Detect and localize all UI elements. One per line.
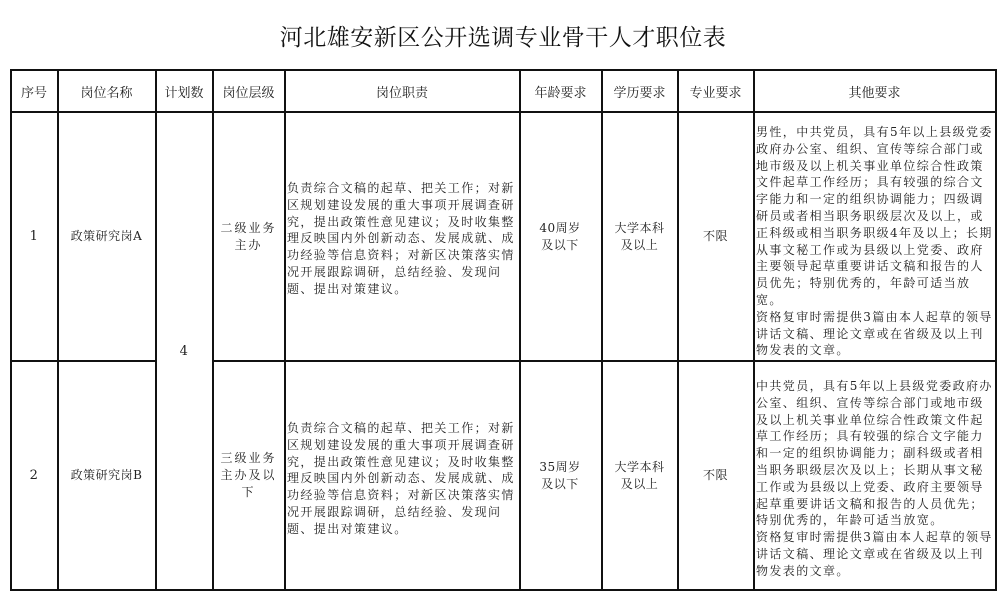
major-requirement: 不限 [702,229,728,243]
education-requirement: 大学本科及以上 [614,220,665,252]
major-requirement: 不限 [702,468,728,482]
header-divider [10,111,996,113]
header-education: 学历要求 [613,85,666,101]
header-position-name: 岗位名称 [80,85,133,101]
header-age: 年龄要求 [534,85,587,101]
position-name: 政策研究岗A [70,229,143,243]
col-line [753,69,755,591]
row-divider-right [212,360,996,362]
position-level: 三级业务主办及以下 [220,451,277,499]
position-duties: 负责综合文稿的起草、把关工作；对新区规划建设发展的重大事项开展调查研究，提出政策性意见建议；及时收集整理反映国内外创新动态、发展成就、成功经验等信息资料；对新区决策落实情况开展跟踪调研，总结经验、发现问题、提出对策建议。 [287,421,515,536]
row-no: 2 [29,468,39,483]
header-duties: 岗位职责 [375,85,428,101]
header-position-level: 岗位层级 [222,85,275,101]
other-requirements-review: 资格复审时需提供3篇由本人起草的领导讲话文稿、理论文章或在省级及以上刊物发表的文章。 [756,530,993,578]
other-requirements-main: 男性，中共党员，具有5年以上县级党委政府办公室、组织、宣传等综合部门或地市级及以上机关事业单位综合性政策文件起草工作经历；具有较强的综合文字能力和一定的组织协调能力；四级调研员或者相当职务职级层次及以上，或正科级或相当职务职级4年及以上；长期从事文秘工作或为县级以上党委、政府主要领导起草重要讲话文稿和报告的人员优先；特别优秀的，年龄可适当放宽。 [756,125,993,307]
age-requirement: 40周岁及以下 [539,220,581,252]
position-level: 二级业务主办 [220,220,277,252]
header-plan-count: 计划数 [164,85,204,101]
other-requirements-main: 中共党员，具有5年以上县级党委政府办公室、组织、宣传等综合部门或地市级及以上机关事业单位综合性政策文件起草工作经历；具有较强的综合文字能力和一定的组织协调能力；副科级或者相当职务职级层次及以上；长期从事文秘工作或为县级以上党委、政府主要领导起草重要讲话文稿和报告的人员优先；特别优秀的，年龄可适当放宽。 [756,379,993,528]
header-no: 序号 [20,85,47,101]
col-line [601,69,603,591]
education-requirement: 大学本科及以上 [614,459,665,491]
other-requirements [756,124,993,359]
header-other: 其他要求 [848,85,901,101]
header-major: 专业要求 [689,85,742,101]
col-line [284,69,286,591]
col-line [155,69,157,591]
col-line [519,69,521,591]
other-requirements-review: 资格复审时需提供3篇由本人起草的领导讲话文稿、理论文章或在省级及以上刊物发表的文章。 [756,309,993,358]
position-duties: 负责综合文稿的起草、把关工作；对新区规划建设发展的重大事项开展调查研究，提出政策性意见建议；及时收集整理反映国内外创新动态、发展成就、成功经验等信息资料；对新区决策落实情况开展跟踪调研，总结经验、发现问题、提出对策建议。 [287,181,515,296]
position-name: 政策研究岗B [70,468,143,482]
other-requirements [756,378,993,580]
row-no: 1 [29,229,39,244]
page-title: 河北雄安新区公开选调专业骨干人才职位表 [279,25,727,51]
age-requirement: 35周岁及以下 [539,459,581,491]
plan-count-merged: 4 [179,343,189,359]
col-line [212,69,214,591]
col-line [995,69,997,591]
table-border-bottom [10,589,996,591]
